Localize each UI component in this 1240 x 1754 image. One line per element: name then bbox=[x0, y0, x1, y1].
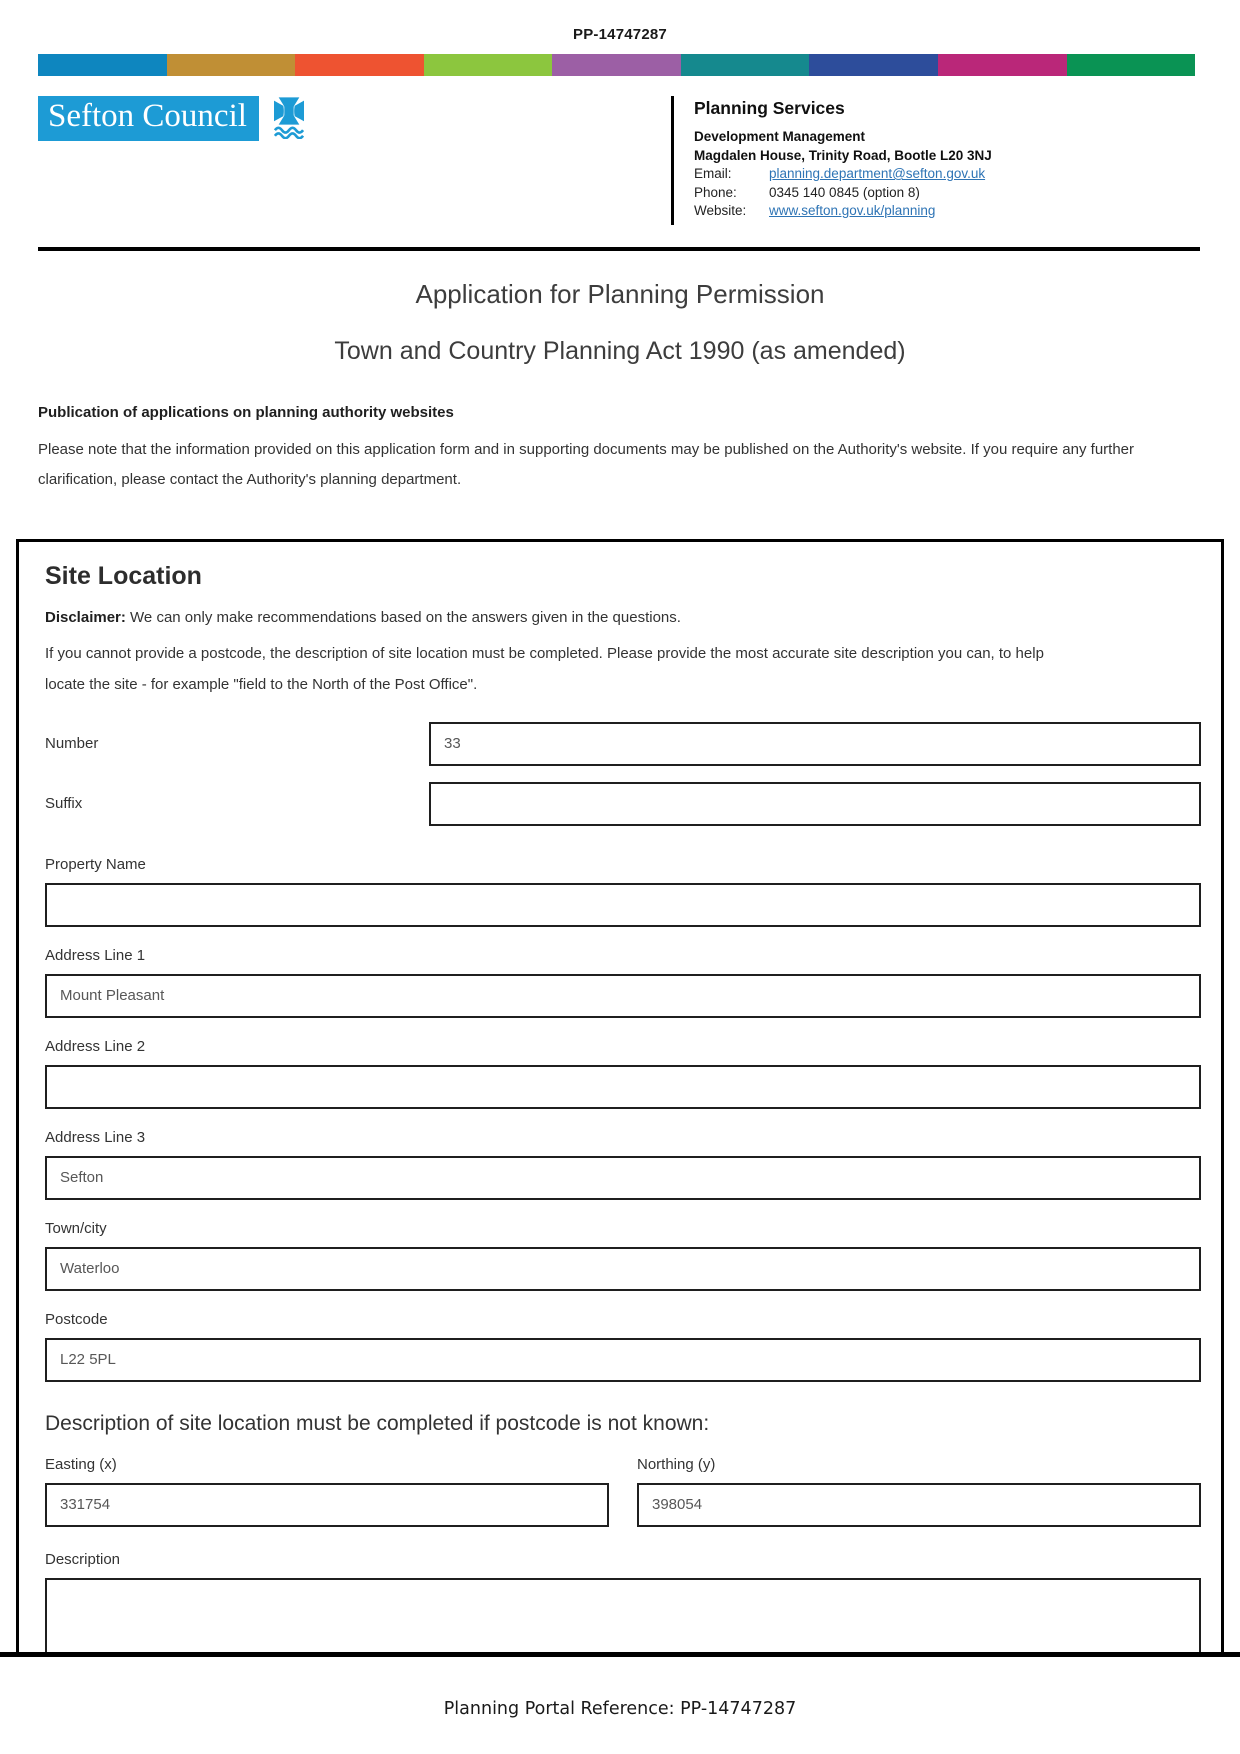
color-bar-segment bbox=[38, 54, 167, 76]
northing-label: Northing (y) bbox=[637, 1455, 716, 1473]
suffix-label: Suffix bbox=[45, 795, 83, 812]
contact-phone-row bbox=[694, 184, 1200, 203]
color-bar-segment bbox=[424, 54, 553, 76]
address-line-2-row bbox=[45, 1038, 1201, 1109]
town-city-row bbox=[45, 1220, 1201, 1291]
easting-label: Easting (x) bbox=[45, 1455, 117, 1473]
town-city-label: Town/city bbox=[45, 1219, 107, 1237]
postcode-input[interactable] bbox=[45, 1338, 1201, 1382]
email-label: Email: bbox=[694, 166, 732, 181]
suffix-input[interactable] bbox=[429, 782, 1201, 826]
address-line-3-label: Address Line 3 bbox=[45, 1128, 146, 1146]
description-textarea[interactable] bbox=[45, 1578, 1201, 1652]
phone-label: Phone: bbox=[694, 184, 737, 200]
address-line-1-input[interactable] bbox=[45, 974, 1201, 1018]
easting-input[interactable] bbox=[45, 1483, 609, 1527]
council-logo bbox=[38, 96, 304, 144]
color-bar-segment bbox=[681, 54, 810, 76]
contact-department: Development Management bbox=[694, 129, 866, 144]
description-row bbox=[45, 1551, 1201, 1652]
northing-input[interactable] bbox=[637, 1483, 1201, 1527]
postcode-row bbox=[45, 1311, 1201, 1382]
site-location-heading: Site Location bbox=[45, 561, 202, 590]
color-bar-segment bbox=[809, 54, 938, 76]
contact-address: Magdalen House, Trinity Road, Bootle L20 3NJ bbox=[694, 147, 992, 163]
property-name-row bbox=[45, 856, 1201, 927]
contact-title: Planning Services bbox=[694, 98, 845, 118]
footer-reference: Planning Portal Reference: PP-14747287 bbox=[443, 1698, 797, 1719]
council-logo-text: Sefton Council bbox=[38, 96, 259, 141]
color-bar-segment bbox=[295, 54, 424, 76]
property-name-label: Property Name bbox=[45, 855, 146, 873]
contact-website-row bbox=[694, 202, 1200, 221]
easting-field bbox=[45, 1456, 609, 1527]
color-bar-segment bbox=[938, 54, 1067, 76]
address-line-2-input[interactable] bbox=[45, 1065, 1201, 1109]
number-input[interactable] bbox=[429, 722, 1201, 766]
address-line-3-input[interactable] bbox=[45, 1156, 1201, 1200]
number-row bbox=[45, 722, 1201, 766]
color-bar-segment bbox=[1067, 54, 1196, 76]
number-label: Number bbox=[45, 735, 99, 752]
color-bar-segment bbox=[167, 54, 296, 76]
header-divider bbox=[38, 247, 1200, 251]
site-location-intro: If you cannot provide a postcode, the description of site location must be completed. Please provide the most accurate site description you can, to help locate the site - for example "field to the North of the Post Office". bbox=[45, 644, 1044, 693]
northing-field bbox=[637, 1456, 1201, 1527]
address-line-1-label: Address Line 1 bbox=[45, 946, 146, 964]
header bbox=[38, 96, 1200, 225]
disclaimer-label: Disclaimer: bbox=[45, 608, 126, 626]
site-location-section bbox=[16, 539, 1224, 1652]
email-link[interactable]: planning.department@sefton.gov.uk bbox=[769, 166, 986, 181]
footer-divider bbox=[0, 1652, 1240, 1657]
address-line-3-row bbox=[45, 1129, 1201, 1200]
page-reference-header: PP-14747287 bbox=[573, 26, 667, 43]
disclaimer bbox=[45, 609, 1201, 626]
address-line-1-row bbox=[45, 947, 1201, 1018]
website-label: Website: bbox=[694, 203, 747, 218]
disclaimer-text: We can only make recommendations based on the answers given in the questions. bbox=[130, 608, 681, 626]
postcode-label: Postcode bbox=[45, 1310, 108, 1328]
website-link[interactable]: www.sefton.gov.uk/planning bbox=[769, 203, 936, 218]
description-label: Description bbox=[45, 1550, 121, 1568]
town-city-input[interactable] bbox=[45, 1247, 1201, 1291]
publication-heading: Publication of applications on planning authority websites bbox=[38, 403, 454, 421]
color-bar-segment bbox=[552, 54, 681, 76]
address-line-2-label: Address Line 2 bbox=[45, 1037, 146, 1055]
sefton-crest-icon bbox=[274, 97, 304, 144]
publication-body: Please note that the information provided on this application form and in supporting documents may be published on the Authority's website. If you require any further clarification, please contact the Authority's planning department. bbox=[38, 440, 1135, 488]
planning-services-contact-block bbox=[671, 96, 1200, 225]
color-bar bbox=[38, 54, 1195, 76]
page-title: Application for Planning Permission bbox=[415, 278, 825, 309]
suffix-row bbox=[45, 782, 1201, 826]
property-name-input[interactable] bbox=[45, 883, 1201, 927]
page-subtitle: Town and Country Planning Act 1990 (as amended) bbox=[334, 336, 906, 365]
coordinates-row bbox=[45, 1456, 1201, 1527]
contact-email-row bbox=[694, 165, 1200, 184]
phone-value: 0345 140 0845 (option 8) bbox=[769, 184, 920, 200]
description-section-heading: Description of site location must be completed if postcode is not known: bbox=[45, 1411, 710, 1435]
